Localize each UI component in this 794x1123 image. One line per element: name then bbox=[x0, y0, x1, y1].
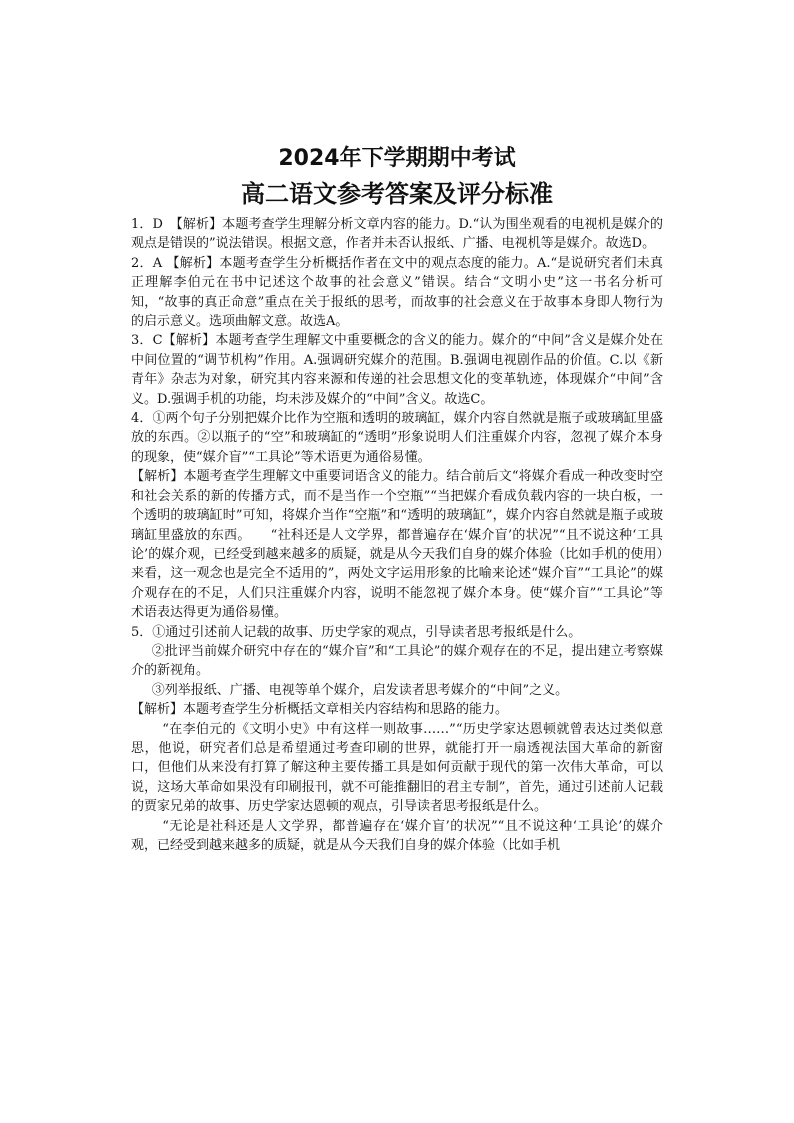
answer-q5-analysis-para1: “在李伯元的《文明小史》中有这样一则故事……”“历史学家达恩顿就曾表达过类似意思，他说，研究者们总是希望通过考查印刷的世界，就能打开一扇透视法国大革命的新窗口，但他们从来没有打算了解这种主要传播工具是如何贡献于现代的第一次伟大革命，可以说，这场大革命如果没有印刷报刊，就不可能推翻旧的君主专制”，首先，通过引述前人记载的贾家兄弟的故事、历史学家达恩顿的观点，引导读者思考报纸是什么。 bbox=[131, 721, 663, 815]
answer-content bbox=[131, 215, 663, 855]
answer-q3: 3．C【解析】本题考查学生理解文中重要概念的含义的能力。媒介的“中间”含义是媒介处在中间位置的“调节机构”作用。A.强调研究媒介的范围。B.强调电视剧作品的价值。C.以《新青年》杂志为对象，研究其内容来源和传递的社会思想文化的变革轨迹，体现媒介“中间”含义。D.强调手机的功能，均未涉及媒介的“中间”含义。故选C。 bbox=[131, 333, 663, 407]
answer-q2: 2．A 【解析】本题考查学生分析概括作者在文中的观点态度的能力。A.“是说研究者们未真正理解李伯元在书中记述这个故事的社会意义”错误。结合“文明小史”这一书名分析可知，“故事的真正命意”重点在关于报纸的思考，而故事的社会意义在于故事本身即人物行为的启示意义。选项曲解文意。故选A。 bbox=[131, 255, 663, 330]
document-page bbox=[131, 142, 663, 855]
answer-q5-analysis: 【解析】本题考查学生分析概括文章相关内容结构和思路的能力。 bbox=[131, 702, 509, 718]
answer-q4: 4．①两个句子分别把媒介比作为空瓶和透明的玻璃缸，媒介内容自然就是瓶子或玻璃缸里盛放的东西。②以瓶子的“空”和玻璃缸的“透明”形象说明人们注重媒介内容，忽视了媒介本身的现象，使“媒介盲”“工具论”等术语更为通俗易懂。 bbox=[131, 411, 663, 465]
answer-q5-point3: ③列举报纸、广播、电视等单个媒介，启发读者思考媒介的“中间”之义。 bbox=[151, 682, 569, 698]
answer-q1: 1．D 【解析】本题考查学生理解分析文章内容的能力。D.“认为围坐观看的电视机是媒介的观点是错误的”说法错误。根据文意，作者并未否认报纸、广播、电视机等是媒介。故选D。 bbox=[131, 217, 663, 252]
answer-q5-analysis-para2: “无论是社科还是人文学界，都普遍存在‘媒介盲’的状况”“且不说这种‘工具论’的媒介观，已经受到越来越多的质疑，就是从今天我们自身的媒介体验（比如手机 bbox=[131, 818, 663, 853]
page-subtitle: 高二语文参考答案及评分标准 bbox=[241, 180, 553, 208]
answer-q4-analysis: 【解析】本题考查学生理解文中重要词语含义的能力。结合前后文“将媒介看成一种改变时空和社会关系的新的传播方式，而不是当作一个空瓶”“当把媒介看成负载内容的一块白板，一个透明的玻璃缸时”可知，将媒介当作“空瓶”和“透明的玻璃缸”，媒介内容自然就是瓶子或玻璃缸里盛放的东西。 “社科还是人文学界，都普遍存在‘媒介盲’的状况”“且不说这种‘工具论’的媒介观，已经受到越来越多的质疑，就是从今天我们自身的媒介体验（比如手机的使用）来看，这一观念也是完全不适用的”，两处文字运用形象的比喻来论述“媒介盲”“工具论”的媒介观存在的不足，人们只注重媒介内容，说明不能忽视了媒介本身。使“媒介盲”“工具论”等术语表达得更为通俗易懂。 bbox=[131, 469, 663, 621]
answer-q5-point1: 5．①通过引述前人记载的故事、历史学家的观点，引导读者思考报纸是什么。 bbox=[131, 624, 582, 640]
answer-q5-point2: ②批评当前媒介研究中存在的“媒介盲”和“工具论”的媒介观存在的不足，提出建立考察媒介的新视角。 bbox=[131, 643, 663, 679]
page-title: 2024年下学期期中考试 bbox=[278, 146, 516, 171]
